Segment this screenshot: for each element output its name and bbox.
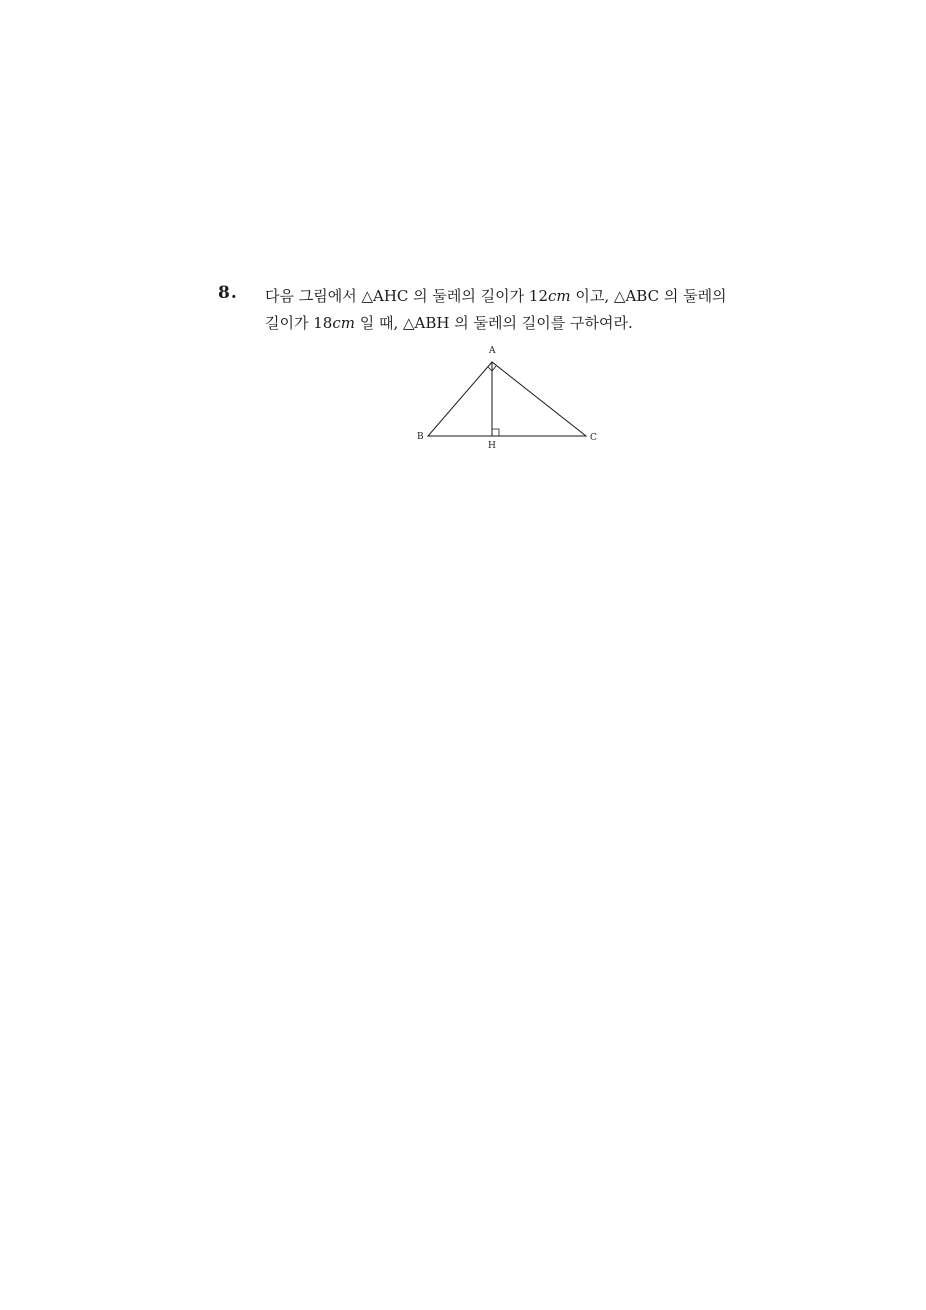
triangle-figure: [410, 340, 610, 460]
triangle-diagram: [410, 340, 610, 460]
unit-cm-2: cm: [332, 314, 355, 332]
statement-line-2-rest: 일 때, △ABH 의 둘레의 길이를 구하여라.: [354, 314, 633, 332]
vertex-label-b: B: [417, 432, 424, 442]
vertex-label-a: A: [489, 346, 496, 356]
statement-line-1: [265, 283, 745, 310]
statement-line-2-text: 길이가 18: [265, 314, 333, 332]
right-angle-mark-h: [492, 429, 499, 436]
statement-line-1-rest: 이고, △ABC 의 둘레의: [570, 287, 727, 305]
unit-cm-1: cm: [548, 287, 571, 305]
statement-line-2: [265, 310, 745, 337]
problem-statement: [265, 283, 745, 337]
vertex-label-c: C: [590, 433, 597, 443]
vertex-label-h: H: [488, 441, 496, 451]
statement-line-1-text: 다음 그림에서 △AHC 의 둘레의 길이가 12: [265, 287, 548, 305]
triangle-abc: [428, 362, 586, 436]
problem-number: 8.: [218, 283, 238, 303]
